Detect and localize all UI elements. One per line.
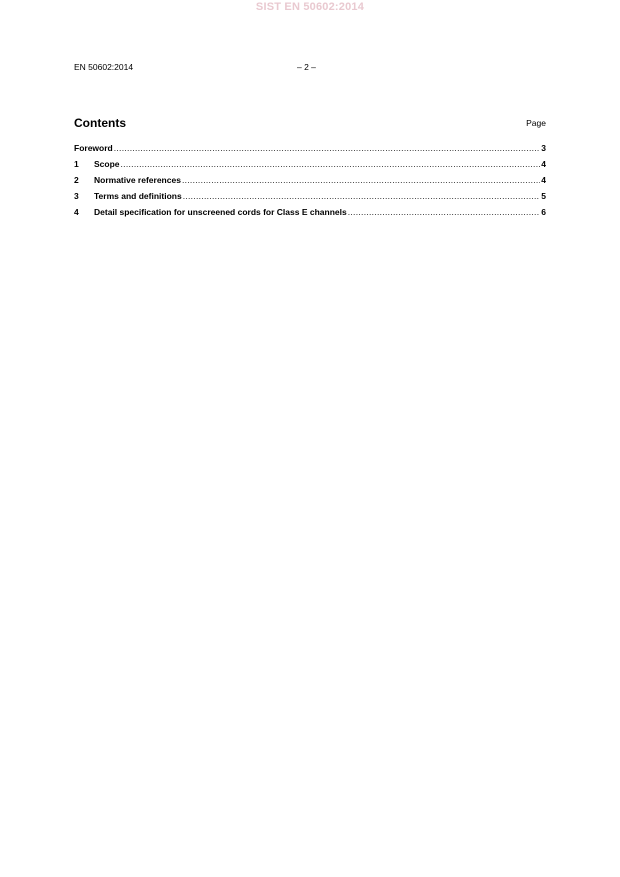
dot-leader: [121, 156, 541, 172]
toc-entry-number: 3: [74, 191, 79, 201]
contents-title: Contents: [74, 116, 126, 130]
toc-entry-normative-references[interactable]: [74, 172, 546, 188]
dot-leader: [114, 140, 541, 156]
dot-leader: [182, 172, 540, 188]
watermark: SIST EN 50602:2014: [255, 1, 365, 13]
toc-entry-title: Normative references: [94, 175, 181, 185]
dot-leader: [348, 204, 541, 220]
page-number: – 2 –: [297, 62, 316, 72]
page-column-label: Page: [526, 118, 546, 128]
toc-entry-page: 3: [541, 143, 546, 153]
table-of-contents: [74, 140, 546, 220]
toc-entry-terms-and-definitions[interactable]: [74, 188, 546, 204]
toc-entry-title: Scope: [94, 159, 120, 169]
toc-entry-title: Detail specification for unscreened cords for Class E channels: [94, 207, 347, 217]
toc-entry-number: 4: [74, 207, 79, 217]
toc-entry-scope[interactable]: [74, 156, 546, 172]
toc-entry-number: 2: [74, 175, 79, 185]
toc-entry-detail-specification[interactable]: [74, 204, 546, 220]
contents-heading: [74, 114, 546, 132]
toc-entry-foreword[interactable]: [74, 140, 546, 156]
toc-entry-page: 4: [541, 175, 546, 185]
toc-entry-page: 4: [541, 159, 546, 169]
toc-entry-page: 6: [541, 207, 546, 217]
document-id: EN 50602:2014: [74, 62, 134, 72]
toc-entry-page: 5: [541, 191, 546, 201]
toc-entry-title: Foreword: [74, 143, 113, 153]
toc-entry-number: 1: [74, 159, 79, 169]
toc-entry-title: Terms and definitions: [94, 191, 182, 201]
dot-leader: [183, 188, 541, 204]
running-header: [74, 60, 546, 74]
